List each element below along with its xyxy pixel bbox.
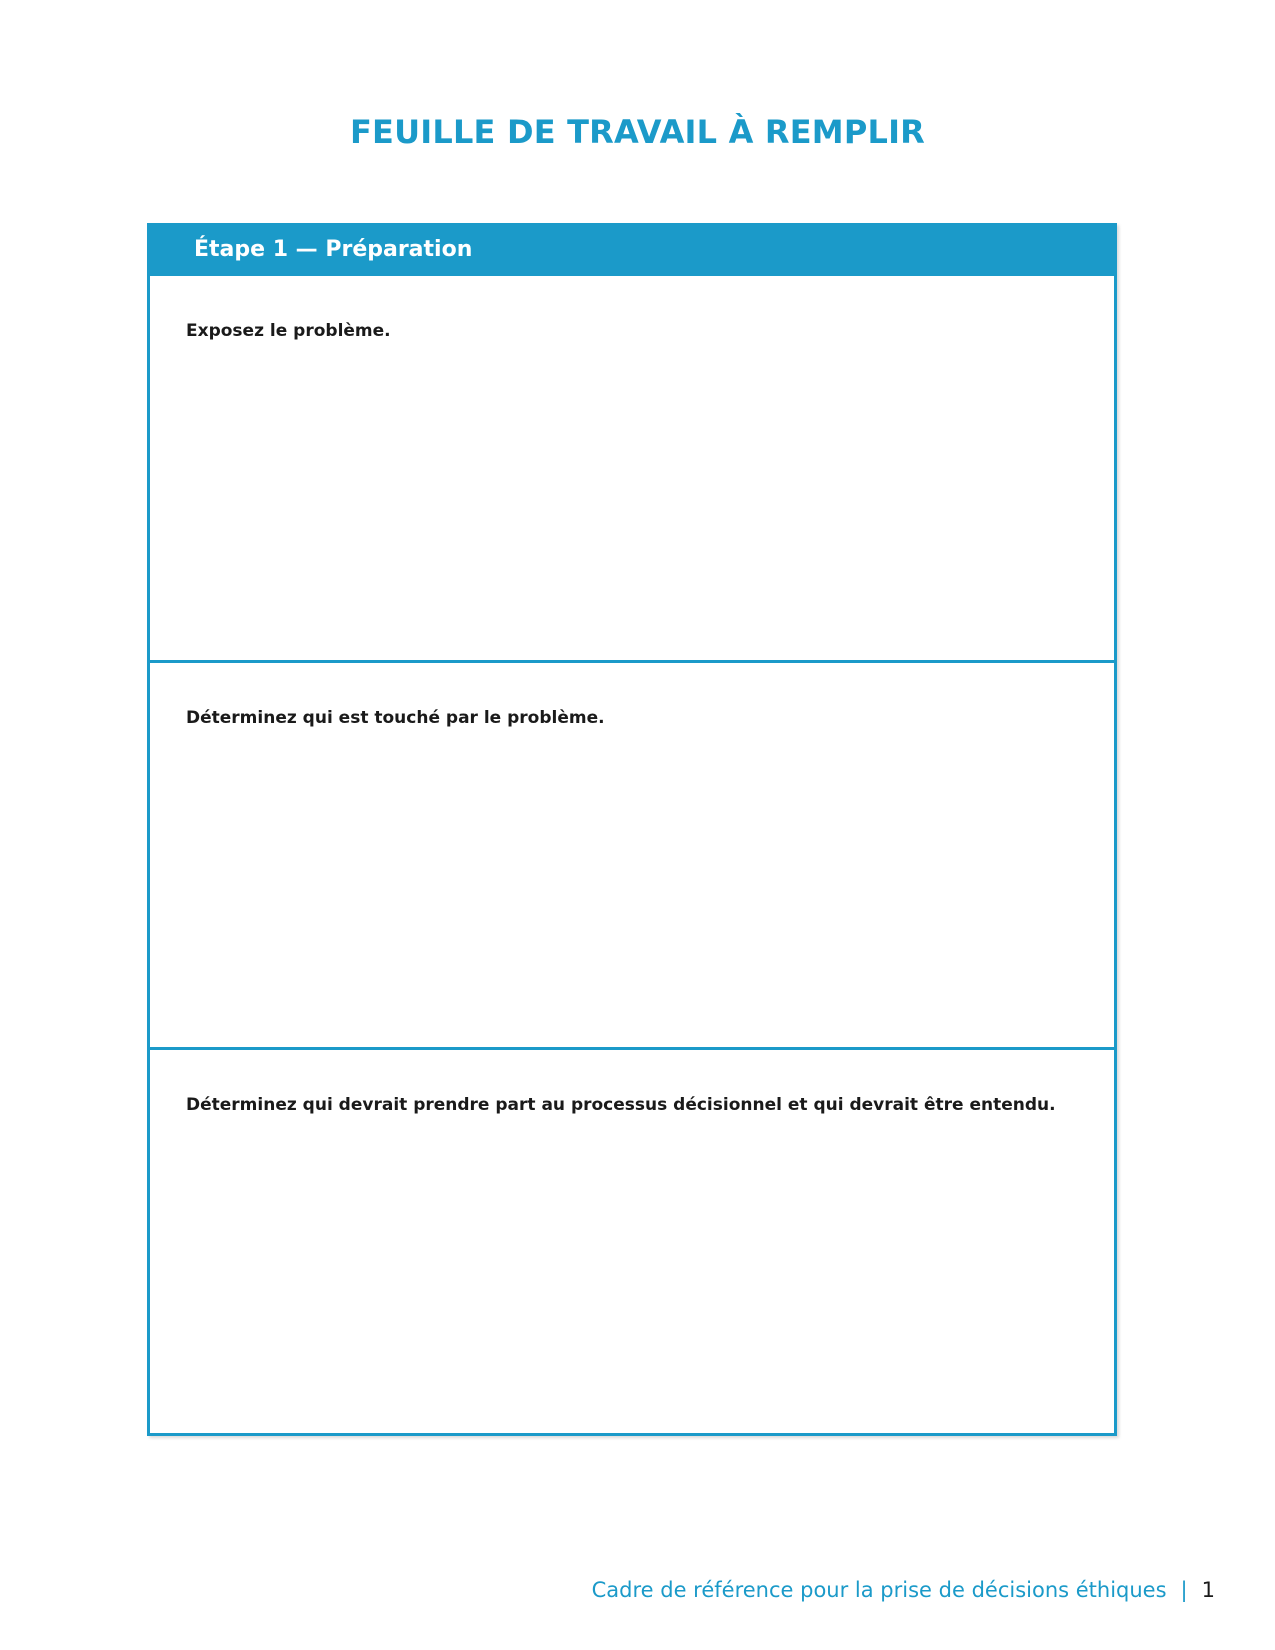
footer-title: Cadre de référence pour la prise de décisions éthiques [591,1578,1167,1602]
answer-box-3[interactable] [150,1047,1114,1432]
page-title: FEUILLE DE TRAVAIL À REMPLIR [349,113,926,151]
answer-box-1[interactable] [150,273,1114,660]
prompt-label-2: Déterminez qui est touché par le problème. [186,708,605,728]
footer-separator: | [1180,1578,1188,1602]
page-footer [592,1578,1215,1602]
prompt-label-3: Déterminez qui devrait prendre part au processus décisionnel et qui devrait être entendu. [186,1095,1056,1115]
section-header: Étape 1 — Préparation [150,226,1114,273]
prompt-label-1: Exposez le problème. [186,321,391,341]
page-number: 1 [1201,1578,1215,1602]
worksheet-table [147,223,1117,1436]
answer-box-2[interactable] [150,660,1114,1047]
